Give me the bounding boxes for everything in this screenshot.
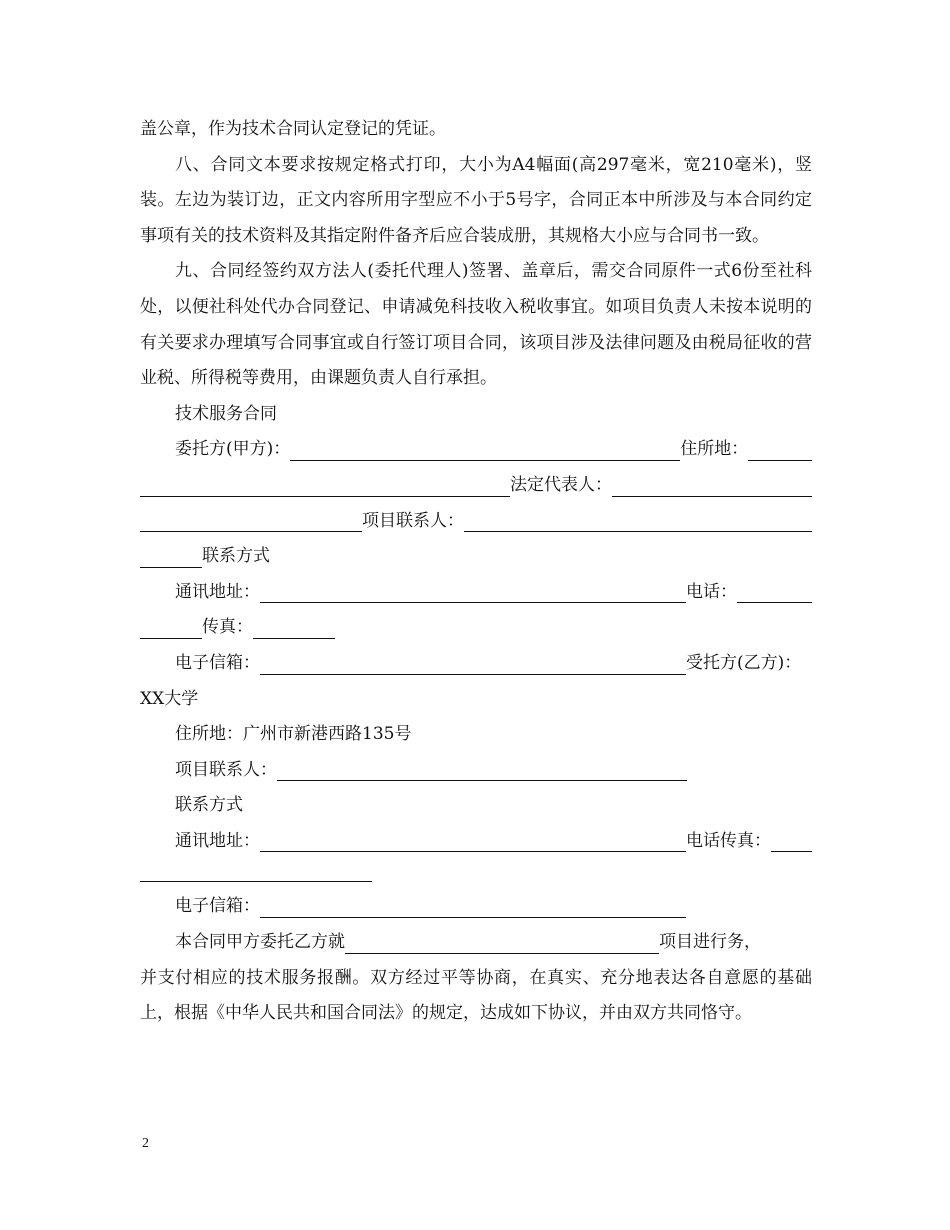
party-a-fax-blank[interactable] [253,616,335,639]
party-b-mail-blank[interactable] [260,829,686,852]
party-a-address-label: 住所地： [680,439,749,460]
party-a-phone-label: 电话： [686,581,737,602]
party-b-email-line [140,889,812,925]
party-b-contact-method-label: 联系方式 [175,795,243,816]
party-a-legal-rep-blank[interactable] [612,474,812,497]
paragraph-item-8: 八、合同文本要求按规定格式打印，大小为A4幅面(高297毫米，宽210毫米)，竖装。左边为装订边，正文内容所用字型应不小于5号字，合同正本中所涉及与本合同约定事项有关的技术资料及其指定附件备齐后应合装成册，其规格大小应与合同书一致。 [140,154,812,246]
party-a-contact-method-label: 联系方式 [202,546,270,567]
party-a-contact-person-blank-cont[interactable] [140,545,202,568]
agreement-paragraph: 并支付相应的技术服务报酬。双方经过平等协商，在真实、充分地表达各自意愿的基础上，根据《中华人民共和国合同法》的规定，达成如下协议，并由双方共同恪守。 [140,967,812,1024]
party-b-contact-person-line [140,753,812,789]
paragraph-item-9: 九、合同经签约双方法人(委托代理人)签署、盖章后，需交合同原件一式6份至社科处，以便社科处代办合同登记、申请减免科技收入税收事宜。如项目负责人未按本说明的有关要求办理填写合同事宜或自行签订项目合同，该项目涉及法律问题及由税局征收的营业税、所得税等费用，由课题负责人自行承担。 [140,261,812,389]
party-b-name: XX大学 [140,688,199,709]
party-a-label: 委托方(甲方)： [175,439,291,460]
contract-title-text: 技术服务合同 [175,403,277,424]
party-b-mail-label: 通讯地址： [175,830,260,851]
party-b-phone-fax-blank-cont[interactable] [140,859,372,882]
party-a-email-label: 电子信箱： [175,652,260,673]
party-b-address-line [140,717,812,753]
party-a-contact-line [140,504,812,540]
contract-title [140,397,812,433]
party-b-label: 受托方(乙方)： [686,652,802,673]
party-a-address-blank-cont[interactable] [140,474,510,497]
party-a-address-blank[interactable] [748,438,812,461]
agreement-first-line [140,925,812,961]
party-a-name-line [140,432,812,468]
party-b-name-line [140,682,812,718]
party-a-phone-blank[interactable] [737,580,812,603]
party-a-fax-label: 传真： [202,617,253,638]
paragraph-continuation: 盖公章，作为技术合同认定登记的凭证。 [140,119,446,139]
party-b-phone-fax-cont-line [140,859,812,889]
party-a-contact-method-line [140,539,812,575]
party-b-contact-person-blank[interactable] [277,758,687,781]
party-b-mail-line [140,824,812,860]
party-a-email-blank[interactable] [260,652,686,675]
party-a-fax-line [140,610,812,646]
party-b-phone-fax-blank[interactable] [771,829,812,852]
project-name-blank[interactable] [345,931,659,954]
party-a-email-line [140,646,812,682]
party-b-contact-method-line [140,788,812,824]
party-a-mail-blank[interactable] [260,580,686,603]
party-a-contact-person-blank[interactable] [464,509,812,532]
party-b-email-blank[interactable] [260,895,686,918]
party-a-contact-person-label: 项目联系人： [362,510,464,531]
page-number: 2 [142,1136,149,1151]
party-a-legal-rep-blank-cont[interactable] [140,509,362,532]
party-a-phone-blank-cont[interactable] [140,616,202,639]
party-a-legal-rep-label: 法定代表人： [510,474,612,495]
party-a-address-line [140,468,812,504]
party-b-address: 住所地：广州市新港西路135号 [175,724,412,745]
agreement-tail: 项目进行务， [659,932,761,953]
agreement-lead: 本合同甲方委托乙方就 [175,932,345,953]
party-a-mail-label: 通讯地址： [175,581,260,602]
document-body [140,112,812,1032]
party-b-phone-fax-label: 电话传真： [686,830,771,851]
party-b-email-label: 电子信箱： [175,896,260,917]
party-a-mail-line [140,575,812,611]
party-b-contact-person-label: 项目联系人： [175,759,277,780]
party-a-name-blank[interactable] [290,438,680,461]
